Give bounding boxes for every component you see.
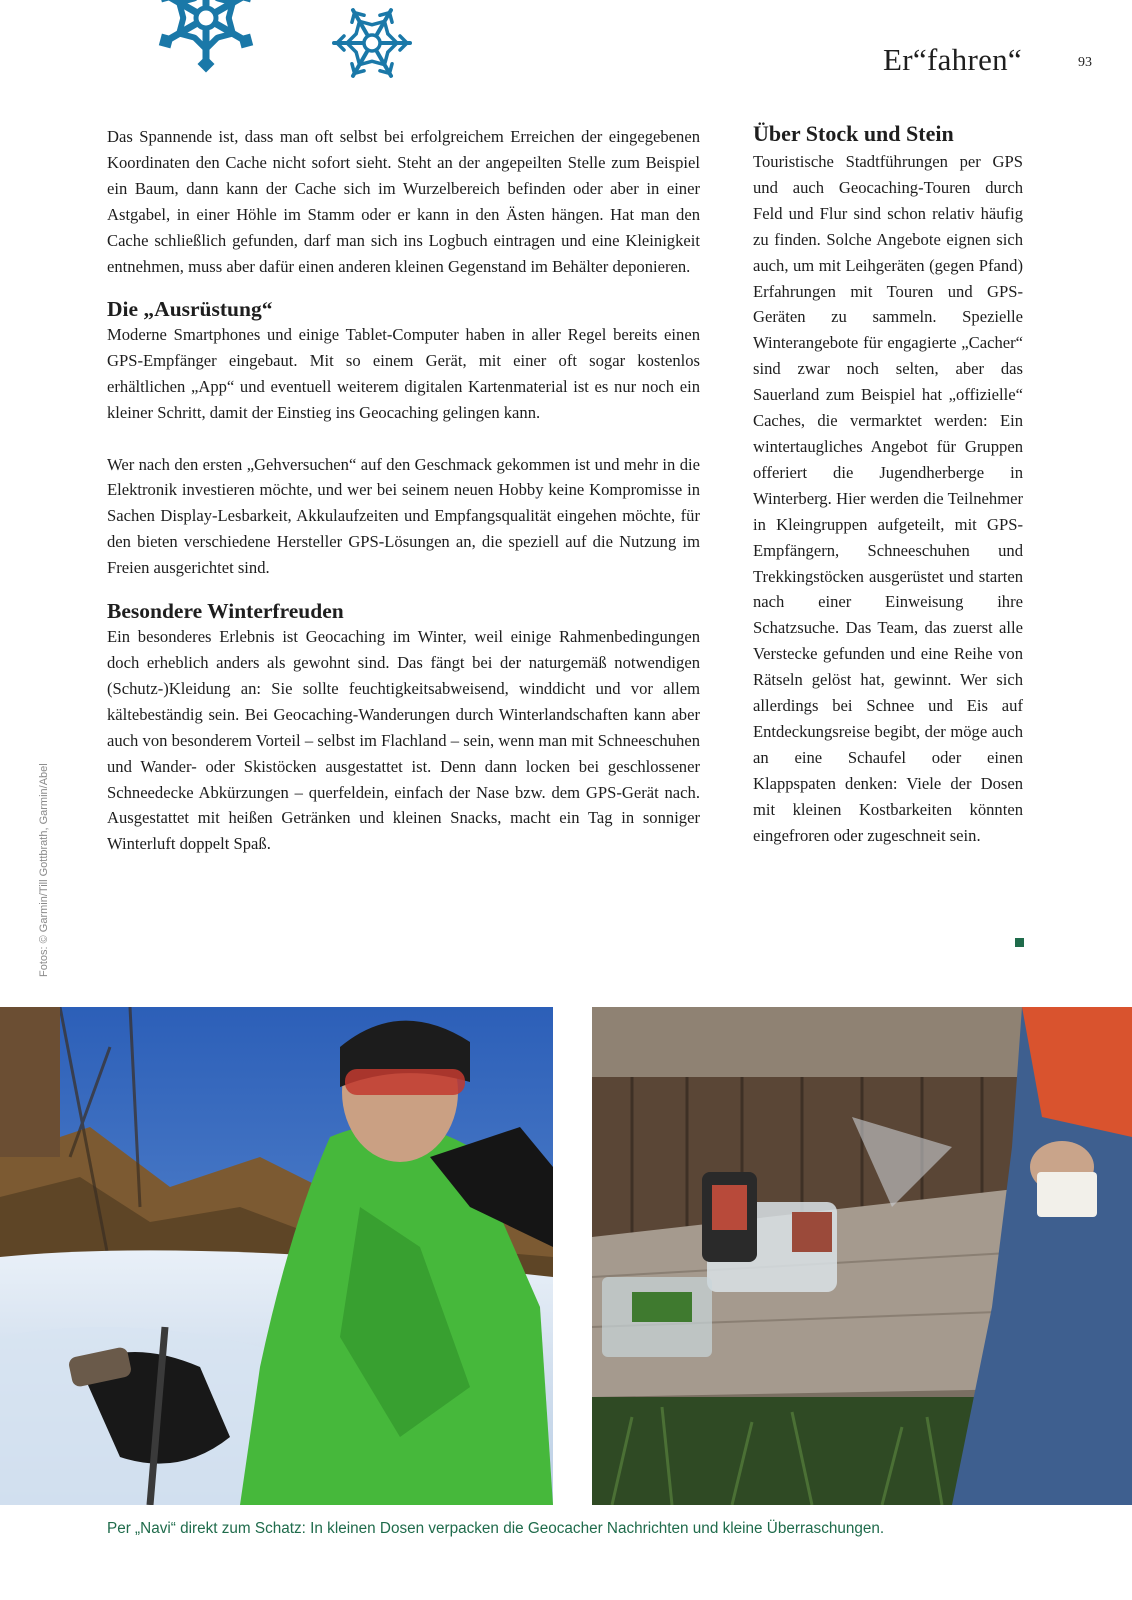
intro-paragraph: Das Spannende ist, dass man oft selbst bei erfolgreichem Erreichen der eingegebenen Koordinaten den Cache nicht sofort sieht. Steht an der angepeilten Stelle zum Beispiel ein Baum, dann kann der Cache sich im Wurzelbereich befinden oder aber in einer Astgabel, in einer Höhle im Stamm oder er kann in den Ästen hängen. Hat man den Cache schließlich gefunden, darf man sich ins Logbuch eintragen und eine Kleinigkeit entnehmen, muss aber dafür einen anderen kleinen Gegenstand im Behälter deponieren. — [107, 127, 700, 276]
stock-stein-paragraph: Touristische Stadtführungen per GPS und auch Geocaching-Touren durch Feld und Flur sind schon relativ häufig zu finden. Solche Angebote eignen sich auch, um mit Leihgeräten (gegen Pfand) Erfahrungen mit Touren und GPS-Geräten zu sammeln. Spezielle Winterangebote für engagierte „Cacher“ sind zwar noch selten, aber das Sauerland zum Beispiel hat „offizielle“ Caches, die vermarktet werden: Ein wintertaugliches Angebot für Gruppen offeriert die Jugendherberge in Winterberg. Hier werden die Teilnehmer in Kleingruppen aufgeteilt, mit GPS-Empfängern, Schneeschuhen und Trekkingstöcken ausgerüstet und starten nach einer Einweisung ihre Schatzsuche. Das Team, das zuerst alle Verstecke gefunden und eine Reihe von Rätseln gelöst hat, gewinnt. Wer sich allerdings bei Schnee und Eis auf Entdeckungsreise begibt, der möge auch an eine Schaufel oder einen Klappspaten denken: Viele der Dosen mit kleinen Kostbarkeiten könnten eingefroren oder zugeschneit sein. — [753, 152, 1023, 845]
page-number: 93 — [1078, 55, 1092, 70]
small-snowflake-icon — [334, 6, 410, 81]
stock-stein-heading: Über Stock und Stein — [753, 121, 954, 146]
article-end-mark — [1015, 938, 1024, 947]
photo-credit: Fotos: © Garmin/Till Gottbrath, Garmin/Abel — [38, 763, 50, 977]
left-column — [107, 124, 700, 857]
right-column — [753, 119, 1023, 848]
winter-paragraph: Ein besonderes Erlebnis ist Geocaching im Winter, weil einige Rahmenbedingungen doch erheblich anders als gewohnt sind. Das fängt bei der naturgemäß notwendigen (Schutz-)Kleidung an: Sie sollte feuchtigkeitsabweisend, winddicht und vor allem kältebeständig sein. Bei Geocaching-Wanderungen durch Winterlandschaften kann aber auch von besonderem Vorteil – selbst im Flachland – sein, wenn man mit Schneeschuhen und Wander- oder Skistöcken ausgestattet ist. Denn dann locken bei geschlossener Schneedecke Abkürzungen – querfeldein, einfach der Nase bzw. dem GPS-Gerät nach. Ausgestattet mit heißen Getränken und kleinen Snacks, macht ein Tag in sonniger Winterluft doppelt Spaß. — [107, 627, 700, 854]
photo-caption: Per „Navi“ direkt zum Schatz: In kleinen Dosen verpacken die Geocacher Nachrichten und kleine Überraschungen. — [107, 1520, 885, 1537]
section-title: Er“fahren“ — [883, 42, 1022, 77]
photo-winter-geocacher — [0, 1007, 553, 1505]
equipment-paragraph-1: Moderne Smartphones und einige Tablet-Computer haben in aller Regel bereits einen GPS-Empfänger eingebaut. Mit so einem Gerät, mit einer oft sogar kostenlos erhältlichen „App“ und eventuell weiterem digitalen Kartenmaterial ist es nur noch ein kleiner Schritt, damit der Einstieg ins Geocaching gelingen kann. — [107, 325, 700, 423]
winter-heading: Besondere Winterfreuden — [107, 599, 344, 624]
snowflake-decoration — [0, 0, 440, 95]
equipment-heading: Die „Ausrüstung“ — [107, 297, 273, 322]
equipment-paragraph-2: Wer nach den ersten „Gehversuchen“ auf den Geschmack gekommen ist und mehr in die Elektronik investieren möchte, und wer bei seinem neuen Hobby keine Kompromisse in Sachen Display-Lesbarkeit, Akkulaufzeiten und Empfangsqualität eingehen möchte, für den bieten verschiedene Hersteller GPS-Lösungen an, die speziell auf die Nutzung im Freien ausgerichtet sind. — [107, 454, 700, 578]
photo-geocache-box — [592, 1007, 1132, 1505]
large-snowflake-icon — [153, 0, 258, 72]
